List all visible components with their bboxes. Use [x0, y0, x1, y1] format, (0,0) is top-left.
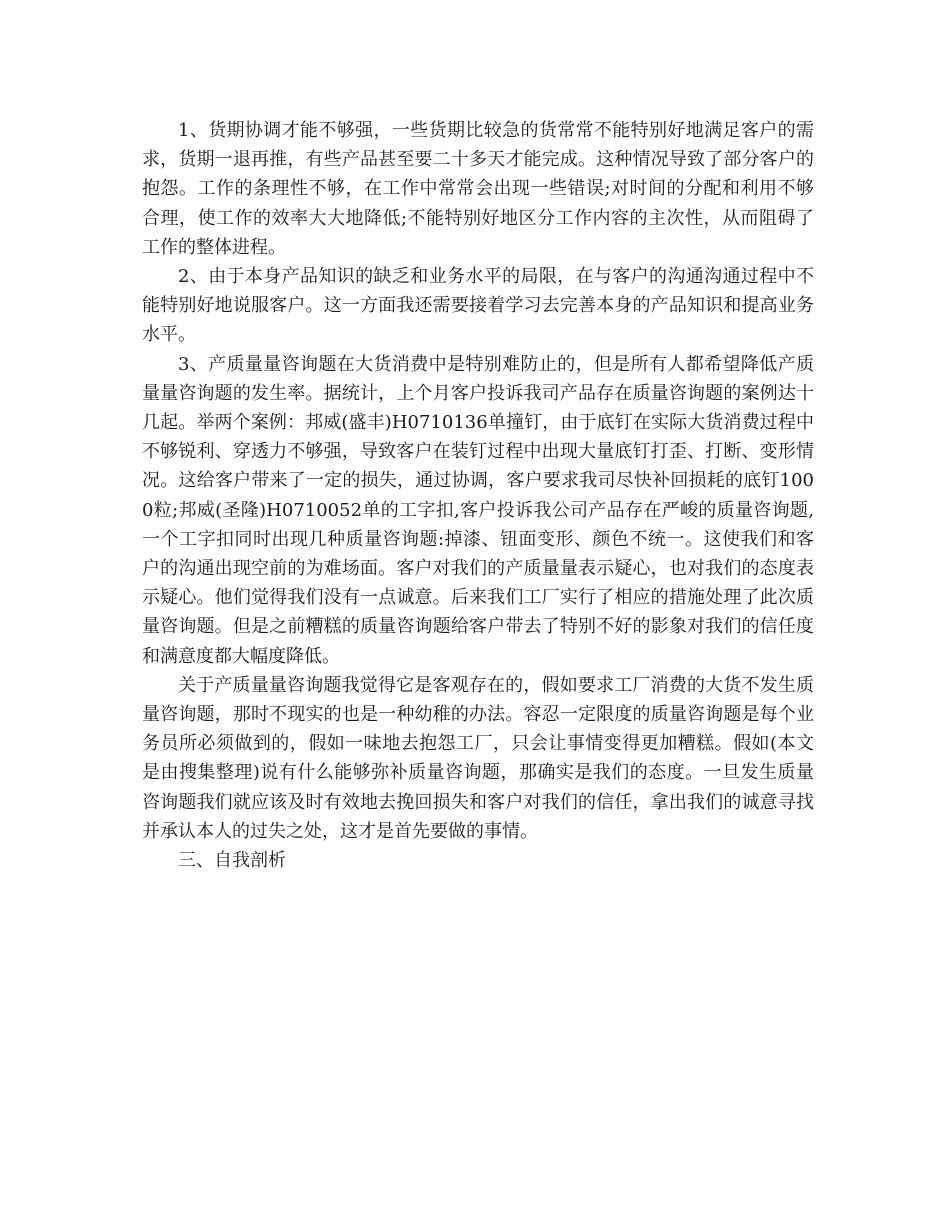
paragraph-delivery-coordination: 1、货期协调才能不够强，一些货期比较急的货常常不能特别好地满足客户的需求，货期一退再推，有些产品甚至要二十多天才能完成。这种情况导致了部分客户的抱怨。工作的条理性不够，在工作中常常会出现一些错误;对时间的分配和利用不够合理，使工作的效率大大地降低;不能特别好地区分工作内容的主次性，从而阻碍了工作的整体进程。 — [142, 120, 814, 258]
paragraph-product-knowledge: 2、由于本身产品知识的缺乏和业务水平的局限，在与客户的沟通沟通过程中不能特别好地说服客户。这一方面我还需要接着学习去完善本身的产品知识和提高业务水平。 — [142, 266, 814, 346]
paragraph-quality-issues: 3、产质量量咨询题在大货消费中是特别难防止的，但是所有人都希望降低产质量量咨询题的发生率。据统计，上个月客户投诉我司产品存在质量咨询题的案例达十几起。举两个案例：邦威(盛丰)H0710136单撞钉，由于底钉在实际大货消费过程中不够锐利、穿透力不够强，导致客户在装钉过程中出现大量底钉打歪、打断、变形情况。这给客户带来了一定的损失，通过协调，客户要求我司尽快补回损耗的底钉1000粒;邦威(圣隆)H0710052单的工字扣,客户投诉我公司产品存在严峻的质量咨询题,一个工字扣同时出现几种质量咨询题:掉漆、钮面变形、颜色不统一。这使我们和客户的沟通出现空前的为难场面。客户对我们的产质量量表示疑心，也对我们的态度表示疑心。他们觉得我们没有一点诚意。后来我们工厂实行了相应的措施处理了此次质量咨询题。但是之前糟糕的质量咨询题给客户带去了特别不好的影象对我们的信任度和满意度都大幅度降低。 — [142, 353, 814, 667]
document-body — [142, 116, 814, 875]
paragraph-quality-attitude: 关于产质量量咨询题我觉得它是客观存在的，假如要求工厂消费的大货不发生质量咨询题，那时不现实的也是一种幼稚的办法。容忍一定限度的质量咨询题是每个业务员所必须做到的，假如一味地去抱怨工厂，只会让事情变得更加糟糕。假如(本文是由搜集整理)说有什么能够弥补质量咨询题，那确实是我们的态度。一旦发生质量咨询题我们就应该及时有效地去挽回损失和客户对我们的信任，拿出我们的诚意寻找并承认本人的过失之处，这才是首先要做的事情。 — [142, 674, 814, 842]
section-heading-self-analysis: 三、自我剖析 — [178, 850, 286, 872]
